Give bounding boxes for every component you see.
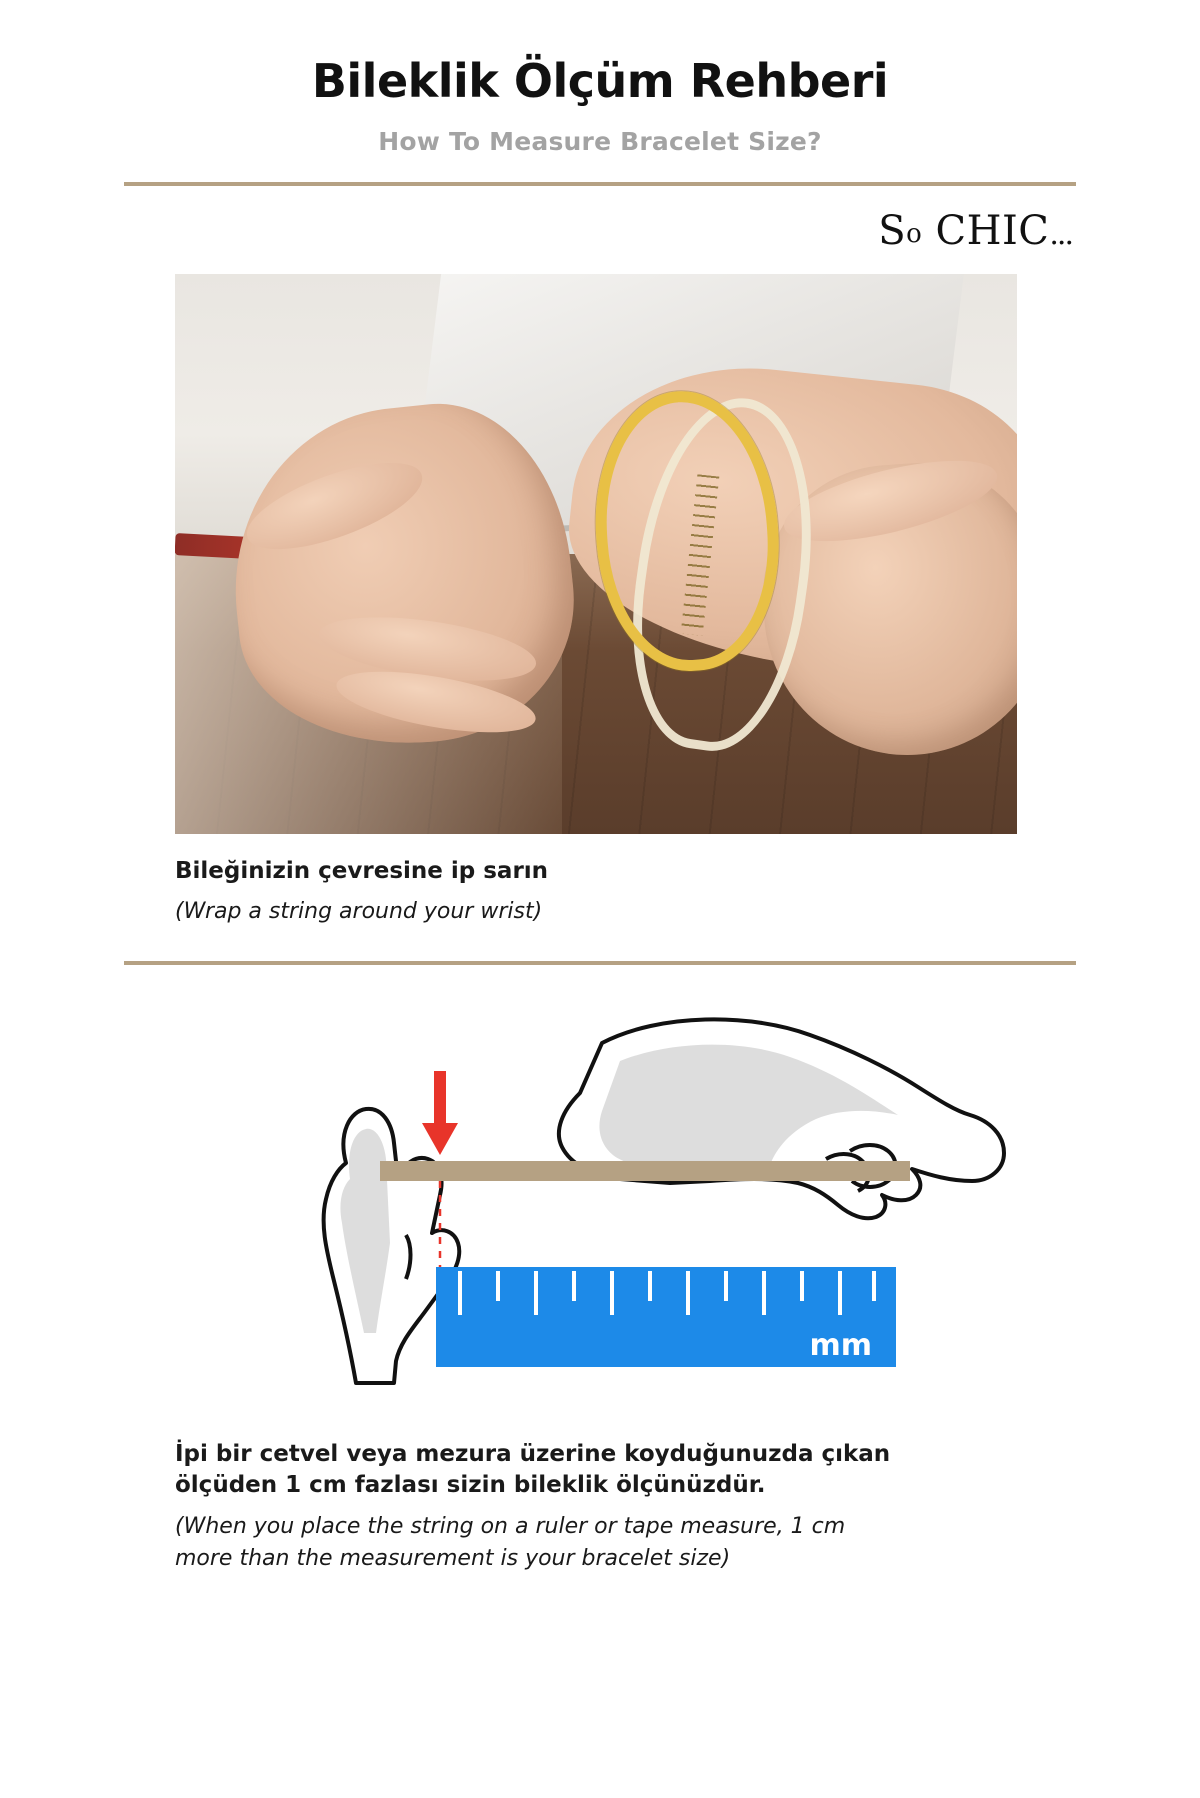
step2-caption-tr-line1: İpi bir cetvel veya mezura üzerine koyduğunuzda çıkan: [175, 1441, 891, 1468]
page-subtitle: How To Measure Bracelet Size?: [378, 126, 822, 156]
diagram-red-arrow-icon: [422, 1071, 458, 1155]
diagram-svg: [150, 983, 1050, 1413]
brand-logo: [878, 208, 1072, 254]
ruler-unit-label: mm: [809, 1328, 872, 1364]
section-divider-wrap: [0, 961, 1200, 965]
diagram-string: [380, 1161, 910, 1181]
step1-caption: [175, 856, 1045, 928]
step2-caption: [175, 1439, 1015, 1575]
brand-text-part1: S: [878, 207, 907, 254]
step1-photo-wrap: [175, 274, 1017, 834]
step2-caption-en-line1: (When you place the string on a ruler or tape measure, 1 cm: [175, 1513, 846, 1539]
page-title: Bileklik Ölçüm Rehberi: [311, 54, 889, 108]
diagram-right-hand-icon: [559, 1020, 1004, 1219]
section-divider: [124, 961, 1076, 965]
page-header: [0, 0, 1200, 156]
step1-caption-en: (Wrap a string around your wrist): [175, 898, 543, 924]
wrist-measuring-photo: [175, 274, 1017, 834]
brand-text-dots: ...: [1049, 216, 1072, 252]
step1-caption-tr: Bileğinizin çevresine ip sarın: [175, 857, 549, 884]
step2-caption-tr-line2: ölçüden 1 cm fazlası sizin bileklik ölçünüzdür.: [175, 1472, 766, 1499]
header-divider: [124, 182, 1076, 186]
string-on-ruler-diagram: [150, 983, 1050, 1413]
brand-text-o: o: [906, 218, 923, 249]
step2-caption-en-line2: more than the measurement is your bracelet size): [175, 1546, 731, 1572]
brand-text-part2: CHIC: [922, 207, 1050, 254]
diagram-ruler: [436, 1267, 896, 1367]
brand-row: [0, 208, 1200, 254]
